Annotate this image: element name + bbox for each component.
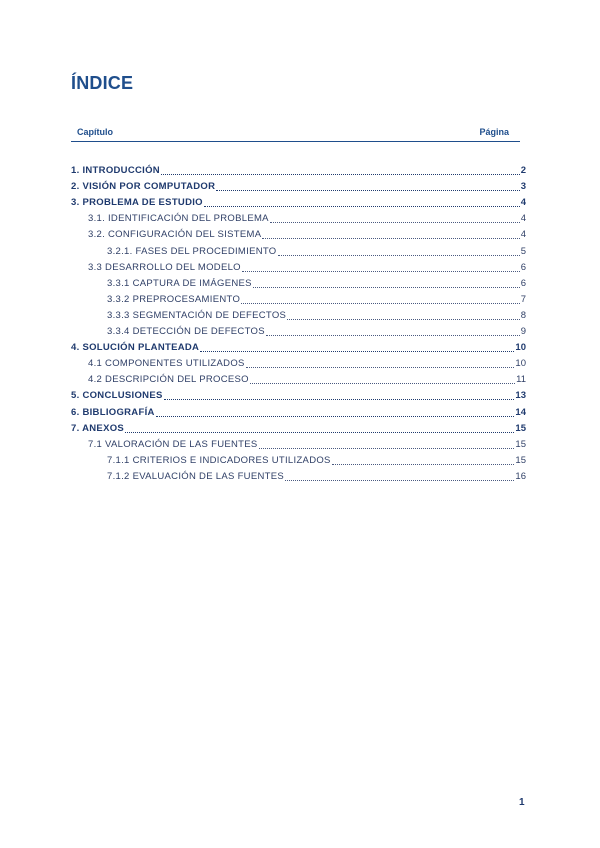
toc-entry-page: 6: [520, 277, 526, 289]
toc-entry-label: 4.1 COMPONENTES UTILIZADOS: [88, 358, 245, 370]
toc-leader-dots: [204, 205, 520, 207]
toc-entry[interactable]: [107, 276, 526, 292]
toc-entry[interactable]: [71, 195, 526, 211]
toc-header: [71, 126, 520, 142]
page-number: 1: [519, 797, 525, 808]
toc-entry-label: 3.3.1 CAPTURA DE IMÁGENES: [107, 277, 252, 289]
toc-entry-page: 4: [520, 229, 526, 241]
toc-entry[interactable]: [107, 453, 526, 469]
toc-leader-dots: [241, 302, 520, 304]
toc-entry-label: 4.2 DESCRIPCIÓN DEL PROCESO: [88, 374, 249, 386]
toc-entry[interactable]: [88, 372, 526, 388]
toc-entry-label: 3.3 DESARROLLO DEL MODELO: [88, 261, 241, 273]
toc-entry-page: 6: [520, 261, 526, 273]
toc-leader-dots: [156, 415, 515, 417]
toc-entry[interactable]: [71, 340, 526, 356]
toc-entry-page: 5: [520, 245, 526, 257]
toc-leader-dots: [266, 334, 520, 336]
toc-leader-dots: [250, 382, 515, 384]
page-title: ÍNDICE: [71, 73, 134, 93]
toc-entry-label: 3.3.4 DETECCIÓN DE DEFECTOS: [107, 326, 265, 337]
toc-entry[interactable]: [88, 227, 526, 243]
toc-entry-page: 4: [520, 213, 526, 225]
toc-entry-label: 3.3.2 PREPROCESAMIENTO: [107, 293, 241, 305]
toc-leader-dots: [164, 398, 515, 400]
toc-entry[interactable]: [71, 388, 526, 404]
toc-leader-dots: [285, 479, 514, 481]
toc-entry-label: 7.1.1 CRITERIOS E INDICADORES UTILIZADOS: [107, 454, 331, 466]
toc-entry[interactable]: [107, 308, 526, 324]
toc-leader-dots: [287, 318, 520, 320]
toc-entry-page: 10: [515, 342, 526, 354]
toc-entry-page: 8: [520, 309, 526, 321]
toc-leader-dots: [259, 447, 515, 449]
toc-entry-label: 7.1.2 EVALUACIÓN DE LAS FUENTES: [107, 470, 285, 482]
toc-entry-page: 2: [520, 165, 526, 176]
toc-entry-page: 3: [520, 181, 526, 193]
toc-entry[interactable]: [88, 211, 526, 227]
toc-leader-dots: [278, 254, 520, 256]
toc-entry-label: 7.1 VALORACIÓN DE LAS FUENTES: [88, 438, 258, 450]
toc-entry-label: 6. BIBLIOGRAFÍA: [71, 406, 155, 418]
toc-entry[interactable]: [88, 437, 526, 453]
toc-leader-dots: [332, 463, 515, 465]
toc-entry[interactable]: [71, 405, 526, 421]
toc-entry-page: 7: [520, 293, 526, 305]
toc-entry-page: 16: [515, 470, 526, 482]
toc-entry-label: 4. SOLUCIÓN PLANTEADA: [71, 342, 200, 354]
toc-entry-label: 5. CONCLUSIONES: [71, 390, 163, 402]
toc-entry-page: 9: [520, 326, 526, 337]
toc-leader-dots: [246, 366, 515, 368]
toc-entry-label: 2. VISIÓN POR COMPUTADOR: [71, 181, 216, 193]
toc-entry[interactable]: [107, 244, 526, 260]
toc-entry-label: 1. INTRODUCCIÓN: [71, 165, 160, 176]
toc-entry-label: 3.3.3 SEGMENTACIÓN DE DEFECTOS: [107, 309, 287, 321]
toc-entry[interactable]: [88, 356, 526, 372]
toc-entry-label: 3.2.1. FASES DEL PROCEDIMIENTO: [107, 245, 277, 257]
toc-leader-dots: [216, 189, 519, 191]
toc-leader-dots: [125, 431, 514, 433]
toc-entry[interactable]: [71, 421, 526, 437]
toc-leader-dots: [200, 350, 514, 352]
toc-entry[interactable]: [107, 292, 526, 308]
toc-entry[interactable]: [107, 324, 526, 340]
toc-entry-page: 11: [516, 374, 526, 386]
chapter-column-label: Capítulo: [77, 127, 113, 137]
toc-entry-label: 3. PROBLEMA DE ESTUDIO: [71, 197, 203, 209]
toc-entry-page: 15: [515, 454, 526, 466]
toc-entry[interactable]: [71, 179, 526, 195]
toc-entry-page: 15: [515, 422, 526, 434]
toc-entry-label: 3.2. CONFIGURACIÓN DEL SISTEMA: [88, 229, 262, 241]
toc-leader-dots: [262, 237, 519, 239]
page-column-label: Página: [479, 127, 509, 137]
toc-entry-page: 10: [515, 358, 526, 370]
toc-leader-dots: [253, 286, 520, 288]
toc-leader-dots: [161, 173, 520, 175]
toc-entry-page: 14: [515, 406, 526, 418]
toc-leader-dots: [242, 270, 520, 272]
toc-entry[interactable]: [88, 260, 526, 276]
toc-entry-page: 15: [515, 438, 526, 450]
toc-entry-page: 13: [515, 390, 526, 402]
toc-entry-label: 7. ANEXOS: [71, 422, 125, 434]
toc-leader-dots: [270, 221, 520, 223]
toc-entry-label: 3.1. IDENTIFICACIÓN DEL PROBLEMA: [88, 213, 269, 225]
toc-entry[interactable]: [107, 469, 526, 485]
toc-entry[interactable]: [71, 163, 526, 179]
toc-entry-page: 4: [520, 197, 526, 209]
